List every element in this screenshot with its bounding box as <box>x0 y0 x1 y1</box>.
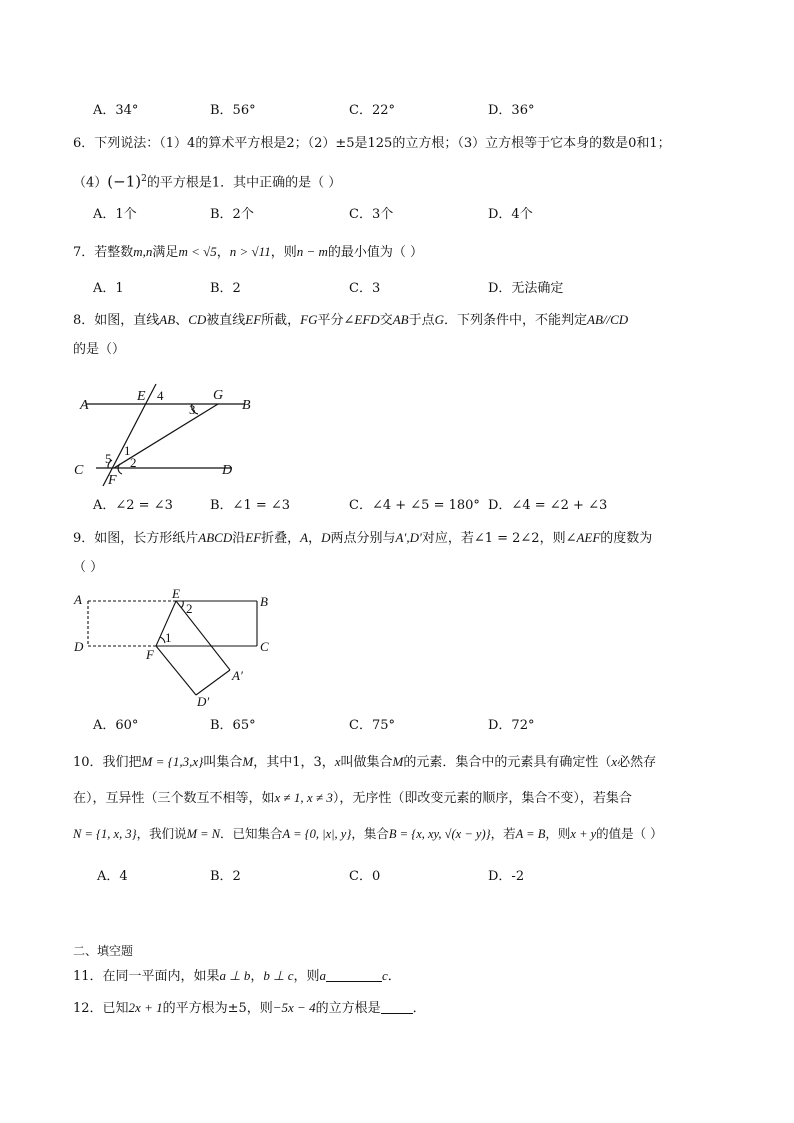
q10-option-a: A．4 <box>97 869 128 884</box>
q9-t2: ABCD <box>198 530 233 545</box>
q10-t5: ，其中1，3， <box>253 755 335 770</box>
q5-option-d: D．36° <box>488 103 535 118</box>
q8-angle-4: 4 <box>157 388 164 403</box>
q8-t13: 于点 <box>408 313 435 328</box>
q8-t1: 8．如图，直线 <box>73 313 160 328</box>
q9-label-c: C <box>260 639 269 654</box>
q7-cond2: n > √11 <box>229 244 271 259</box>
q9-t11: 对应，若∠1 = 2∠2，则∠ <box>421 531 577 546</box>
q9-t8: D <box>321 530 331 545</box>
q9-option-d: D．72° <box>488 718 535 733</box>
q9-line1 <box>73 529 652 548</box>
q7-option-d: D．无法确定 <box>488 281 564 296</box>
q6-line1: 6．下列说法：（1）4的算术平方根是2；（2）±5是125的立方根；（3）立方根等于它本身的数是0和1； <box>73 136 671 151</box>
q9-option-a: A．60° <box>93 718 139 733</box>
q9-label-b: B <box>260 594 268 609</box>
q7-option-c: C．3 <box>349 281 381 296</box>
q6-option-b: B．2个 <box>210 207 254 222</box>
q9-t5: 折叠， <box>261 531 301 546</box>
q10-t3: 叫集合 <box>203 755 243 770</box>
q10-t24: ，则 <box>545 826 571 841</box>
q8-t4: CD <box>188 312 207 327</box>
q9-label-f: F <box>146 647 154 662</box>
q11-cond2: b ⊥ c <box>263 968 294 983</box>
q11-answer-blank[interactable] <box>326 967 382 982</box>
q10-t1: 10．我们把 <box>73 755 142 770</box>
q8-t5: 被直线 <box>206 313 246 328</box>
q9-angle-2-arc <box>181 601 183 608</box>
q9-label-e: E <box>172 587 180 601</box>
q6-exponent: 2 <box>141 174 147 184</box>
q10-t10: x <box>611 754 618 769</box>
q8-angle-2: 2 <box>130 455 137 470</box>
q10-t23: A = B <box>515 827 546 841</box>
q11-mid: ，则 <box>293 969 320 984</box>
q8-angle-2-arc <box>118 464 122 474</box>
q9-option-b: B．65° <box>210 718 256 733</box>
q8-t11: 交 <box>379 313 393 328</box>
q11-pre: 11．在同一平面内，如果 <box>73 969 220 984</box>
q6-suffix: 的平方根是1．其中正确的是（ ） <box>146 175 342 191</box>
q9-t10: A′,D′ <box>395 530 422 545</box>
q8-line2: 的是（） <box>73 342 126 357</box>
q10-t7: 叫做集合 <box>340 755 393 770</box>
q12-end: ． <box>412 1001 426 1016</box>
q8-label-e: E <box>137 389 146 404</box>
q9-t1: 9．如图，长方形纸片 <box>73 531 199 546</box>
section-fill-in-heading: 二、填空题 <box>73 944 134 958</box>
q10-t12: 在），互异性（三个数互不相等，如 <box>73 791 275 806</box>
q6-prefix: （4） <box>73 175 108 191</box>
q12-stem <box>73 999 426 1018</box>
q10-t11: 必然存 <box>617 755 657 770</box>
q10-t21: B = {x, xy, √(x − y)} <box>388 827 491 841</box>
q6-option-c: C．3个 <box>349 207 394 222</box>
q12-expr1: 2x + 1 <box>128 1000 163 1015</box>
q10-t15: N = {1, x, 3} <box>73 827 137 841</box>
q6-option-a: A．1个 <box>93 207 137 222</box>
q7-sep: ， <box>216 245 230 260</box>
q7-stem <box>73 243 423 262</box>
q8-option-b: B．∠1 = ∠3 <box>210 498 291 513</box>
q10-t6: x <box>334 754 341 769</box>
q9-label-d: D <box>74 639 84 654</box>
q10-t19: A = {0, |x|, y} <box>282 827 352 841</box>
q8-t2: AB <box>159 312 176 327</box>
q10-option-d: D．-2 <box>488 869 525 884</box>
q10-t18: ．已知集合 <box>220 826 283 841</box>
q9-label-d-prime: D′ <box>197 694 210 709</box>
q9-t3: 沿 <box>232 531 246 546</box>
q7-mid2: ，则 <box>270 245 297 260</box>
q10-line2 <box>73 789 632 808</box>
q5-option-b: B．56° <box>210 103 256 118</box>
q10-t16: ，我们说 <box>136 826 187 841</box>
q8-label-d: D <box>222 463 233 478</box>
q9-t6: A <box>300 530 309 545</box>
q11-stem <box>73 967 401 986</box>
q9-t9: 两点分别与 <box>330 531 396 546</box>
q9-label-a-prime: A′ <box>232 668 243 683</box>
q11-var-c: c <box>382 968 388 983</box>
q8-t6: EF <box>245 312 262 327</box>
q7-option-b: B．2 <box>210 281 241 296</box>
q8-label-b: B <box>242 398 251 413</box>
q12-pre: 12．已知 <box>73 1001 129 1016</box>
q8-angle-1: 1 <box>124 443 131 458</box>
q9-t13: 的度数为 <box>600 531 653 546</box>
q10-t26: 的值是（ ） <box>596 826 663 841</box>
q9-t7: ， <box>308 531 322 546</box>
q10-t13: x ≠ 1, x ≠ 3 <box>274 790 333 805</box>
q8-label-c: C <box>74 463 84 478</box>
q8-label-a: A <box>80 398 89 413</box>
q7-expr: n − m <box>296 244 328 259</box>
q10-t17: M = N <box>186 827 221 841</box>
q6-line2 <box>73 170 341 192</box>
q12-expr2: −5x − 4 <box>272 1000 316 1015</box>
q7-cond1: m < √5 <box>178 244 217 259</box>
q10-t25: x + y <box>570 827 597 841</box>
q8-t16: AB//CD <box>587 312 629 327</box>
q8-angle-3: 3 <box>189 402 196 417</box>
q9-edge-ad <box>196 670 230 695</box>
q10-t9: 的元素．集合中的元素具有确定性（ <box>403 755 612 770</box>
q8-t8: FG <box>300 312 318 327</box>
q9-edge-ea <box>176 601 230 670</box>
q6-option-d: D．4个 <box>488 207 533 222</box>
q10-t2: M = {1,3,x} <box>141 754 204 769</box>
q12-post: 的立方根是 <box>315 1001 381 1016</box>
q10-line3 <box>73 825 663 843</box>
q10-t8: M <box>392 754 404 769</box>
q8-t12: AB <box>392 312 409 327</box>
q10-t20: ，集合 <box>351 826 389 841</box>
q8-angle-5: 5 <box>105 451 112 466</box>
q8-option-a: A．∠2 = ∠3 <box>93 498 173 513</box>
q9-line2: （ ） <box>73 560 104 575</box>
q8-option-c: C．∠4 + ∠5 = 180° <box>349 498 480 513</box>
q11-var-a: a <box>319 968 327 983</box>
q8-line-ef <box>103 384 156 486</box>
q10-t14: ），无序性（即改变元素的顺序，集合不变），若集合 <box>332 791 632 806</box>
q10-t4: M <box>242 754 254 769</box>
q8-t14: G <box>434 312 445 327</box>
q9-label-a: A <box>74 592 82 607</box>
q9-figure <box>70 587 280 712</box>
q8-t7: 所截， <box>261 313 301 328</box>
q9-angle-1: 1 <box>165 630 172 645</box>
q7-pre: 7．若整数 <box>73 245 134 260</box>
q5-option-c: C．22° <box>349 103 395 118</box>
q10-t22: ，若 <box>490 826 516 841</box>
q8-t15: ．下列条件中，不能判定 <box>444 313 588 328</box>
q11-post: ． <box>387 969 401 984</box>
q9-angle-2: 2 <box>186 601 193 616</box>
q5-option-a: A．34° <box>93 103 139 118</box>
q12-answer-blank[interactable] <box>381 999 413 1014</box>
q9-t12: AEF <box>576 530 601 545</box>
q8-figure <box>70 378 260 488</box>
q6-expression: (−1) <box>107 172 142 191</box>
q10-line1 <box>73 753 656 772</box>
q8-t3: 、 <box>175 313 189 328</box>
q8-t9: 平分∠ <box>317 313 355 328</box>
q12-mid: 的平方根为±5，则 <box>162 1001 273 1016</box>
q8-line1 <box>73 311 628 330</box>
q9-edge-fd <box>156 646 196 695</box>
q8-option-d: D．∠4 = ∠2 + ∠3 <box>488 498 608 513</box>
q7-option-a: A．1 <box>93 281 124 296</box>
q8-label-f: F <box>108 473 117 488</box>
q11-cond1: a ⊥ b <box>219 968 251 983</box>
q7-post: 的最小值为（ ） <box>327 245 424 260</box>
q7-vars: m,n <box>133 244 153 259</box>
q9-t4: EF <box>245 530 262 545</box>
q8-t10: EFD <box>354 312 380 327</box>
q11-sep: ， <box>250 969 264 984</box>
q10-option-b: B．2 <box>210 869 241 884</box>
q8-label-g: G <box>213 388 224 403</box>
q7-mid1: 满足 <box>152 245 179 260</box>
q10-option-c: C．0 <box>349 869 381 884</box>
q9-option-c: C．75° <box>349 718 395 733</box>
